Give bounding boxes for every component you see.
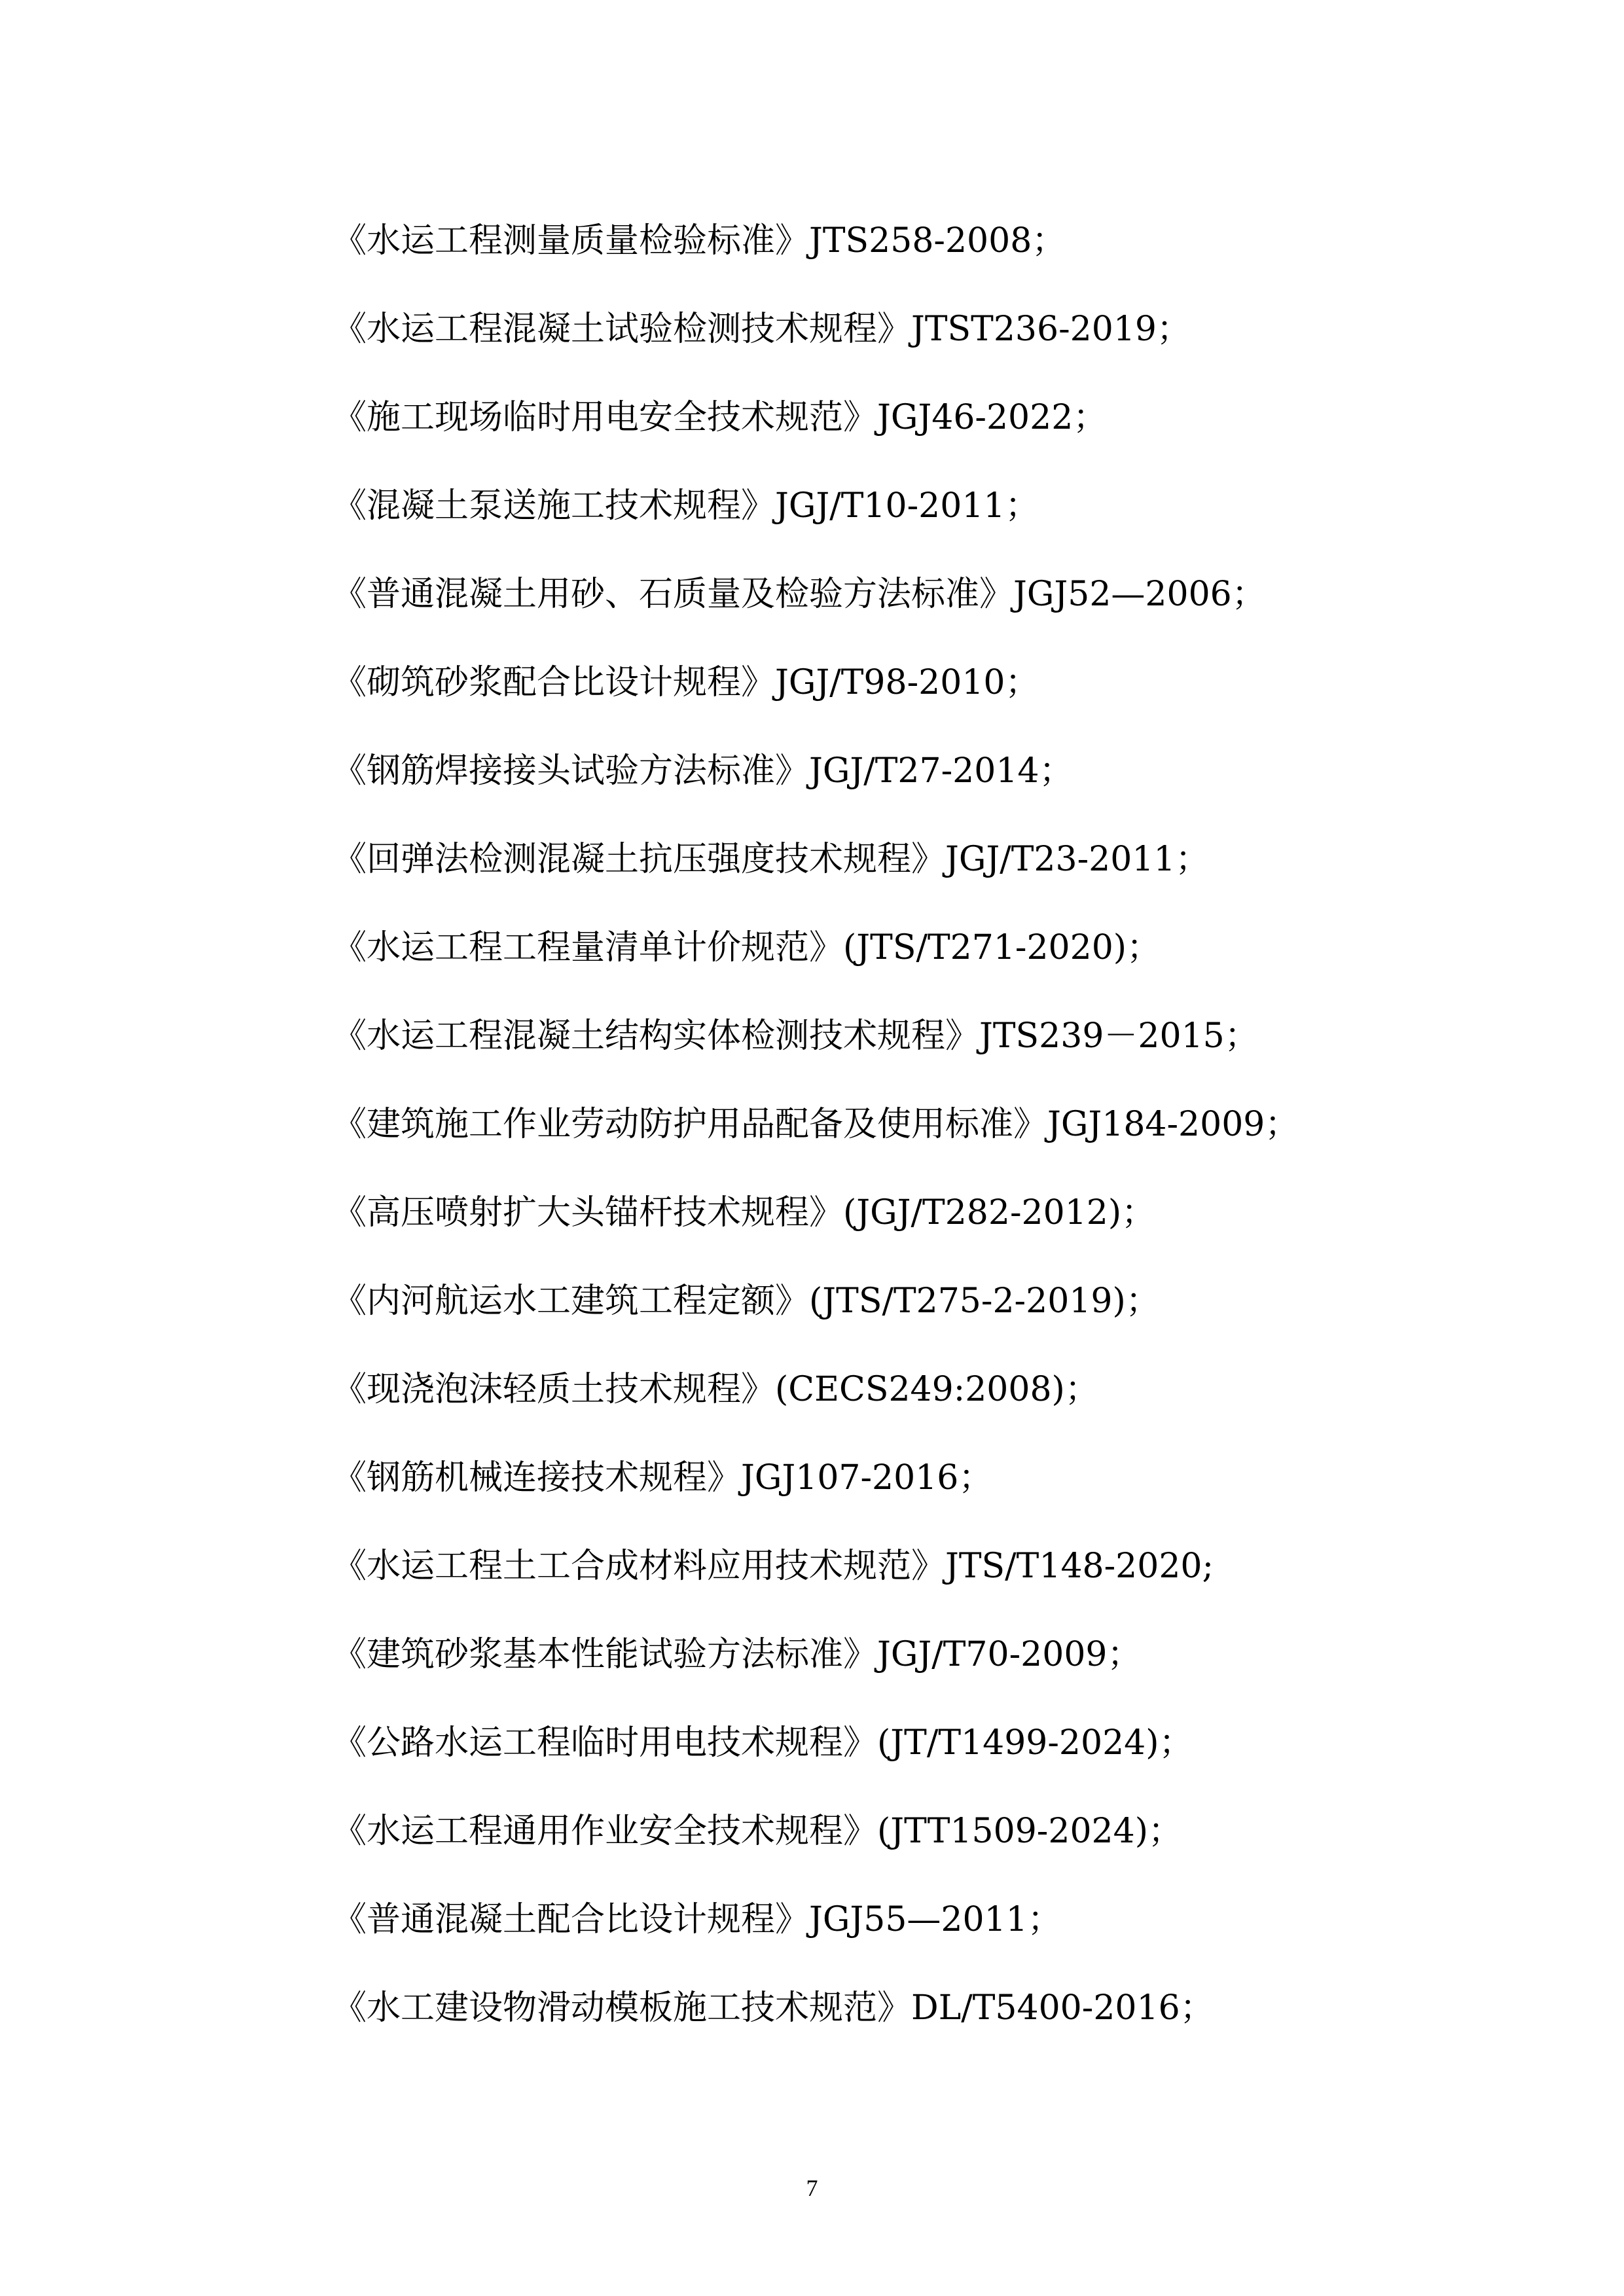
reference-item: 《水运工程土工合成材料应用技术规范》JTS/T148-2020; <box>333 1547 1214 1586</box>
reference-item: 《施工现场临时用电安全技术规范》JGJ46-2022； <box>333 398 1108 437</box>
reference-item: 《公路水运工程临时用电技术规程》(JT/T1499-2024)； <box>333 1723 1193 1763</box>
reference-item: 《钢筋焊接接头试验方法标准》JGJ/T27-2014； <box>333 751 1074 791</box>
reference-item: 《建筑砂浆基本性能试验方法标准》JGJ/T70-2009； <box>333 1635 1142 1674</box>
reference-item: 《混凝土泵送施工技术规程》JGJ/T10-2011； <box>333 486 1039 526</box>
reference-item: 《普通混凝土配合比设计规程》JGJ55—2011； <box>333 1900 1062 1939</box>
reference-item: 《水运工程混凝土试验检测技术规程》JTST236-2019； <box>333 310 1191 349</box>
reference-item: 《水工建设物滑动模板施工技术规范》DL/T5400-2016； <box>333 1988 1214 2028</box>
reference-item: 《高压喷射扩大头锚杆技术规程》(JGJ/T282-2012)； <box>333 1193 1156 1232</box>
reference-item: 《内河航运水工建筑工程定额》(JTS/T275-2-2019)； <box>333 1282 1160 1321</box>
reference-item: 《回弹法检测混凝土抗压强度技术规程》JGJ/T23-2011； <box>333 840 1210 879</box>
reference-item: 《钢筋机械连接技术规程》JGJ107-2016； <box>333 1458 993 1498</box>
reference-item: 《普通混凝土用砂、石质量及检验方法标准》JGJ52—2006； <box>333 575 1266 614</box>
reference-item: 《现浇泡沫轻质土技术规程》(CECS249:2008)； <box>333 1370 1099 1409</box>
reference-item: 《水运工程混凝土结构实体检测技术规程》JTS239－2015； <box>333 1016 1259 1056</box>
reference-item: 《砌筑砂浆配合比设计规程》JGJ/T98-2010； <box>333 663 1039 702</box>
page-number: 7 <box>806 2175 818 2201</box>
reference-item: 《建筑施工作业劳动防护用品配备及使用标准》JGJ184-2009； <box>333 1105 1299 1144</box>
reference-item: 《水运工程工程量清单计价规范》(JTS/T271-2020)； <box>333 928 1161 967</box>
reference-list <box>333 215 1511 2070</box>
reference-item: 《水运工程测量质量检验标准》JTS258-2008； <box>333 221 1066 260</box>
reference-item: 《水运工程通用作业安全技术规程》(JTT1509-2024)； <box>333 1812 1182 1851</box>
